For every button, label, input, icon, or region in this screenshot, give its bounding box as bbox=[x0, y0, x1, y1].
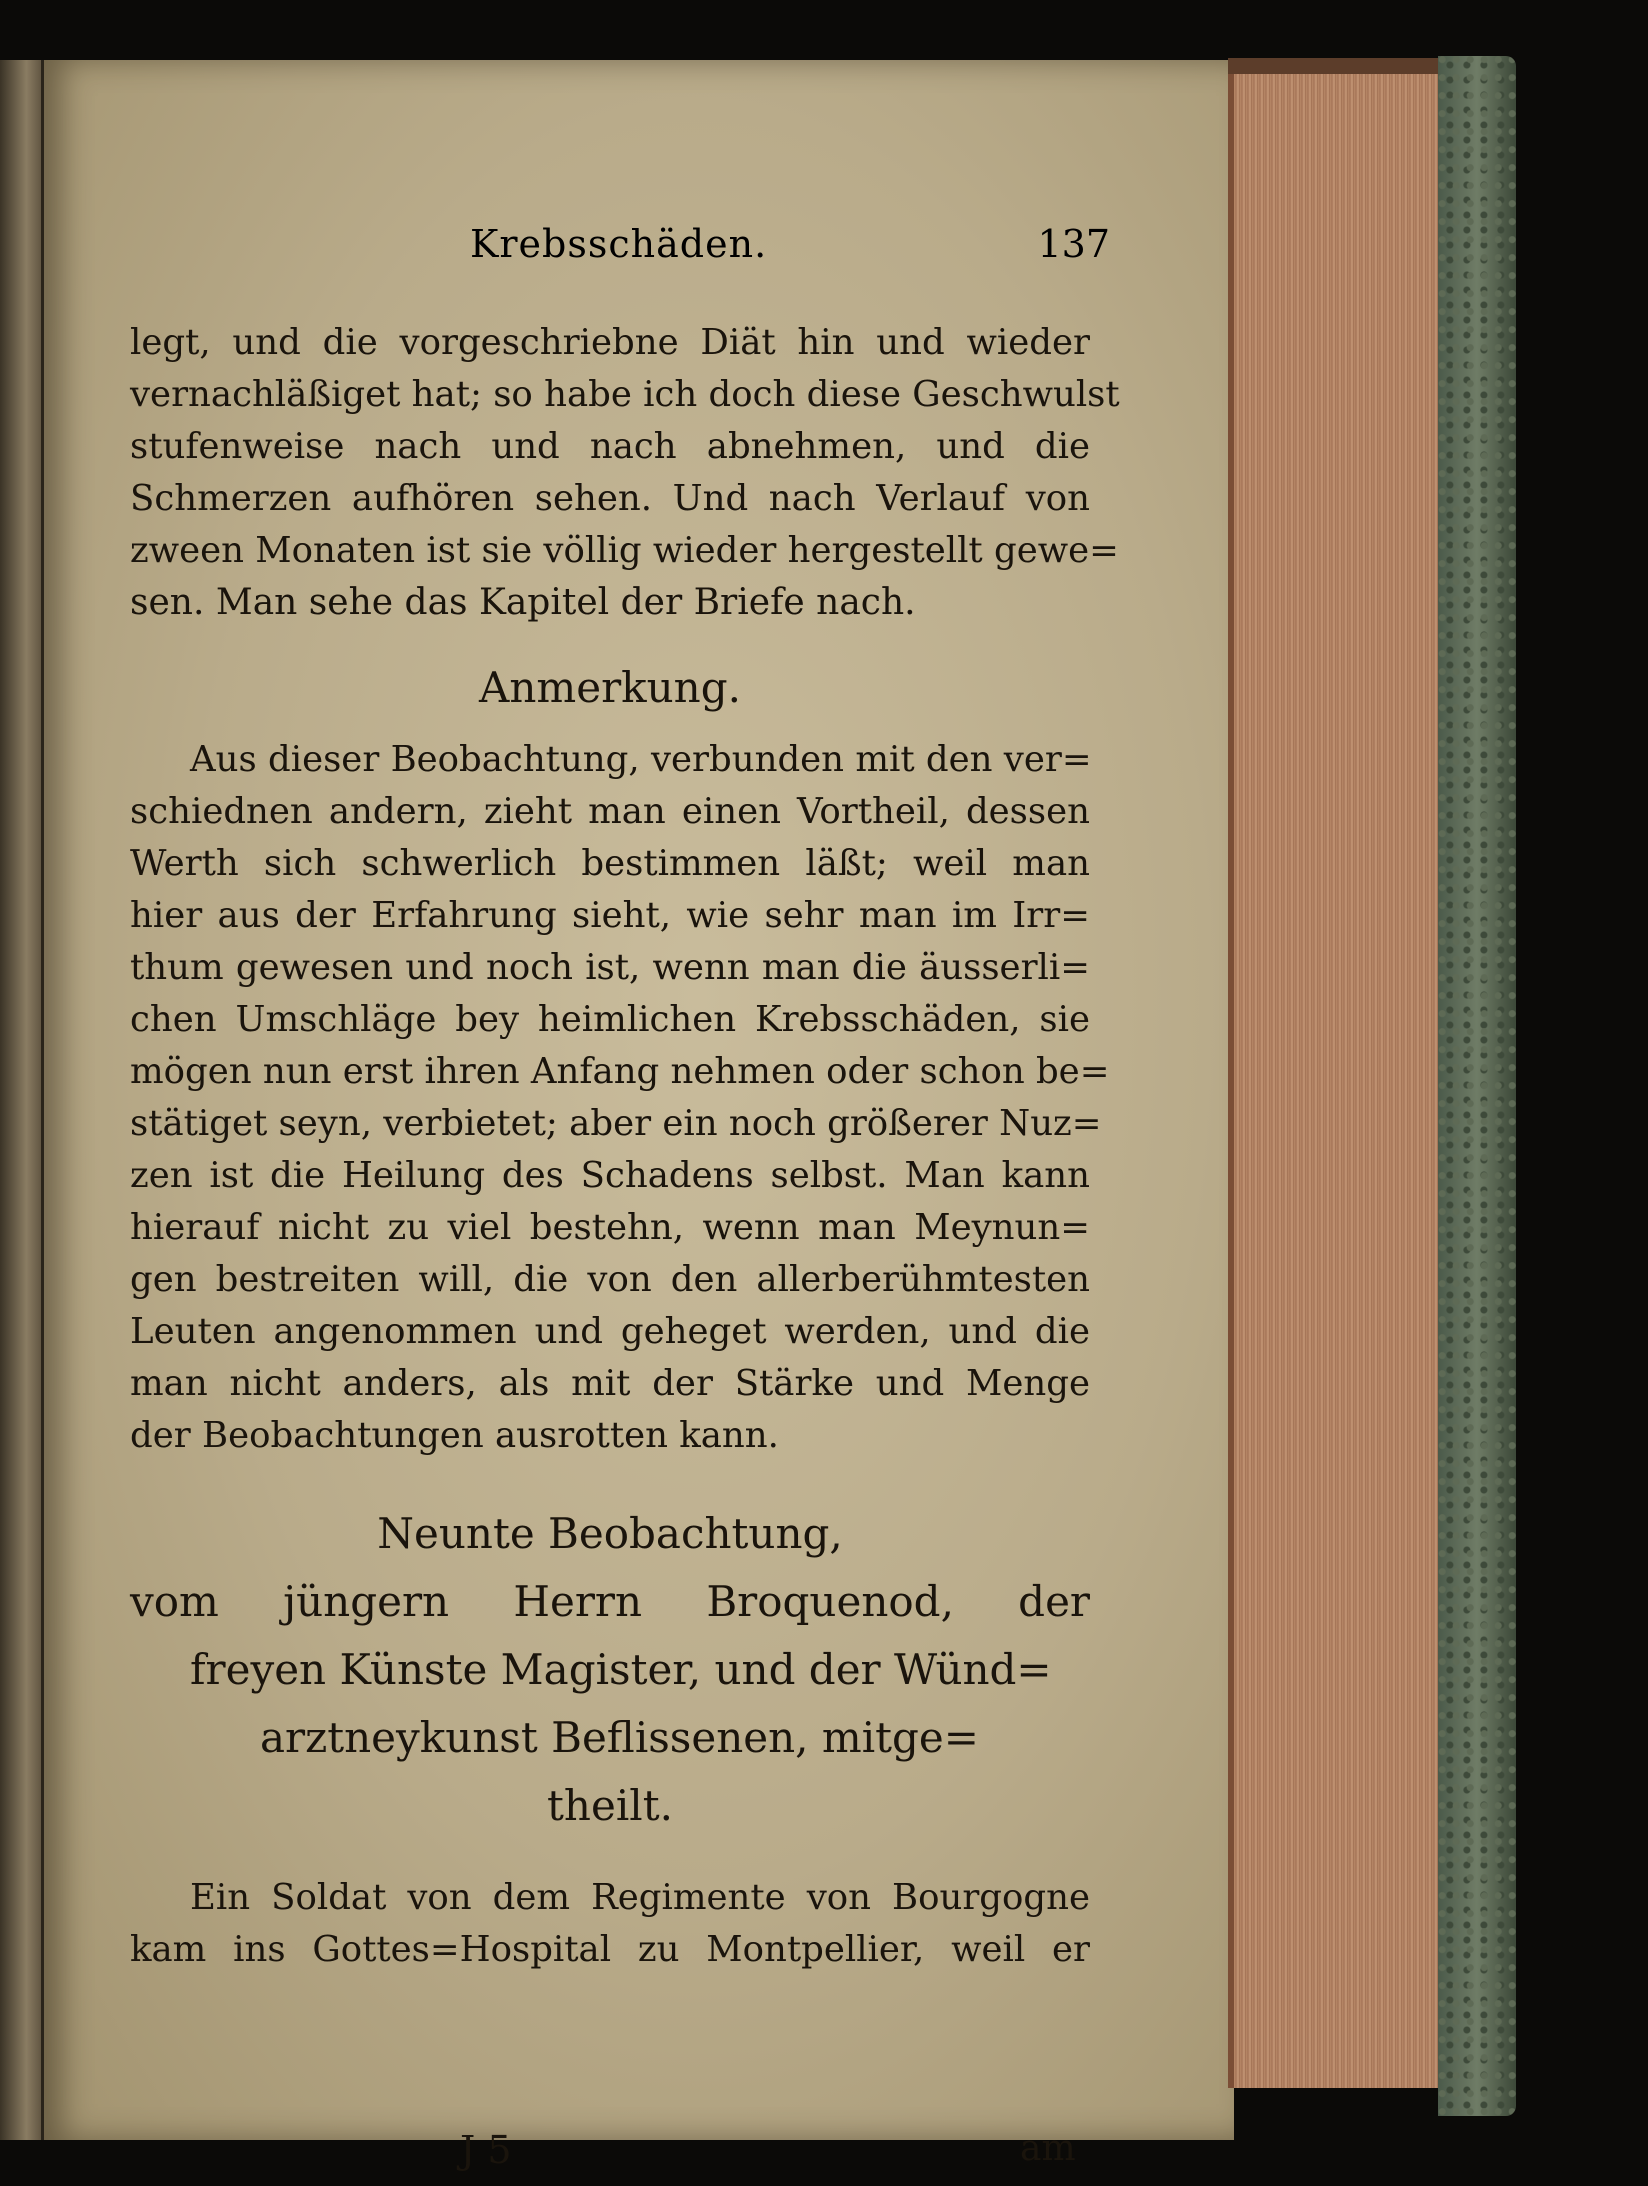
signature-mark: J 5 bbox=[460, 2128, 512, 2172]
text-line: vernachläßiget hat; so habe ich doch diese Geschwulst bbox=[130, 374, 1120, 415]
text-line: Schmerzen aufhören sehen. Und nach Verlauf von bbox=[130, 478, 1090, 519]
text-line: Werth sich schwerlich bestimmen läßt; weil man bbox=[130, 843, 1090, 884]
section-heading: Neunte Beobachtung, bbox=[377, 1509, 843, 1558]
text-line: stätiget seyn, verbietet; aber ein noch größerer Nuz= bbox=[130, 1103, 1102, 1144]
text-line: Ein Soldat von dem Regimente von Bourgogne bbox=[190, 1877, 1090, 1918]
note-heading: Anmerkung. bbox=[479, 663, 741, 712]
text-line: mögen nun erst ihren Anfang nehmen oder schon be= bbox=[130, 1051, 1110, 1092]
text-line: legt, und die vorgeschriebne Diät hin und wieder bbox=[130, 322, 1090, 363]
text-line: kam ins Gottes=Hospital zu Montpellier, weil er bbox=[130, 1929, 1090, 1970]
section-heading: theilt. bbox=[547, 1781, 673, 1830]
running-header bbox=[130, 222, 1110, 282]
text-line: hier aus der Erfahrung sieht, wie sehr man im Irr= bbox=[130, 895, 1090, 936]
text-line: zween Monaten ist sie völlig wieder hergestellt gewe= bbox=[130, 530, 1119, 571]
text-line: sen. Man sehe das Kapitel der Briefe nach. bbox=[130, 582, 916, 623]
text-line: schiednen andern, zieht man einen Vortheil, dessen bbox=[130, 791, 1090, 832]
text-line: Leuten angenommen und geheget werden, und die bbox=[130, 1311, 1090, 1352]
catchword: am bbox=[1020, 2128, 1076, 2169]
running-title: Krebsschäden. bbox=[470, 222, 768, 266]
section-heading: vom jüngern Herrn Broquenod, der bbox=[130, 1577, 1090, 1626]
text-line: der Beobachtungen ausrotten kann. bbox=[130, 1415, 779, 1456]
page-block-edge bbox=[1228, 68, 1444, 2088]
text-line: chen Umschläge bey heimlichen Krebsschäden, sie bbox=[130, 999, 1090, 1040]
text-line: Aus dieser Beobachtung, verbunden mit den ver= bbox=[190, 739, 1092, 780]
text-line: thum gewesen und noch ist, wenn man die äusserli= bbox=[130, 947, 1090, 988]
section-heading: freyen Künste Magister, und der Wünd= bbox=[190, 1645, 1052, 1694]
text-line: stufenweise nach und nach abnehmen, und die bbox=[130, 426, 1090, 467]
text-line: gen bestreiten will, die von den allerberühmtesten bbox=[130, 1259, 1090, 1300]
facing-page-edge bbox=[0, 60, 44, 2140]
text-line: zen ist die Heilung des Schadens selbst. Man kann bbox=[130, 1155, 1090, 1196]
book-cover bbox=[1438, 56, 1516, 2116]
text-line: hierauf nicht zu viel bestehn, wenn man Meynun= bbox=[130, 1207, 1090, 1248]
section-heading: arztneykunst Beflissenen, mitge= bbox=[260, 1713, 979, 1762]
text-line: man nicht anders, als mit der Stärke und Menge bbox=[130, 1363, 1090, 1404]
page-number: 137 bbox=[1037, 222, 1110, 266]
